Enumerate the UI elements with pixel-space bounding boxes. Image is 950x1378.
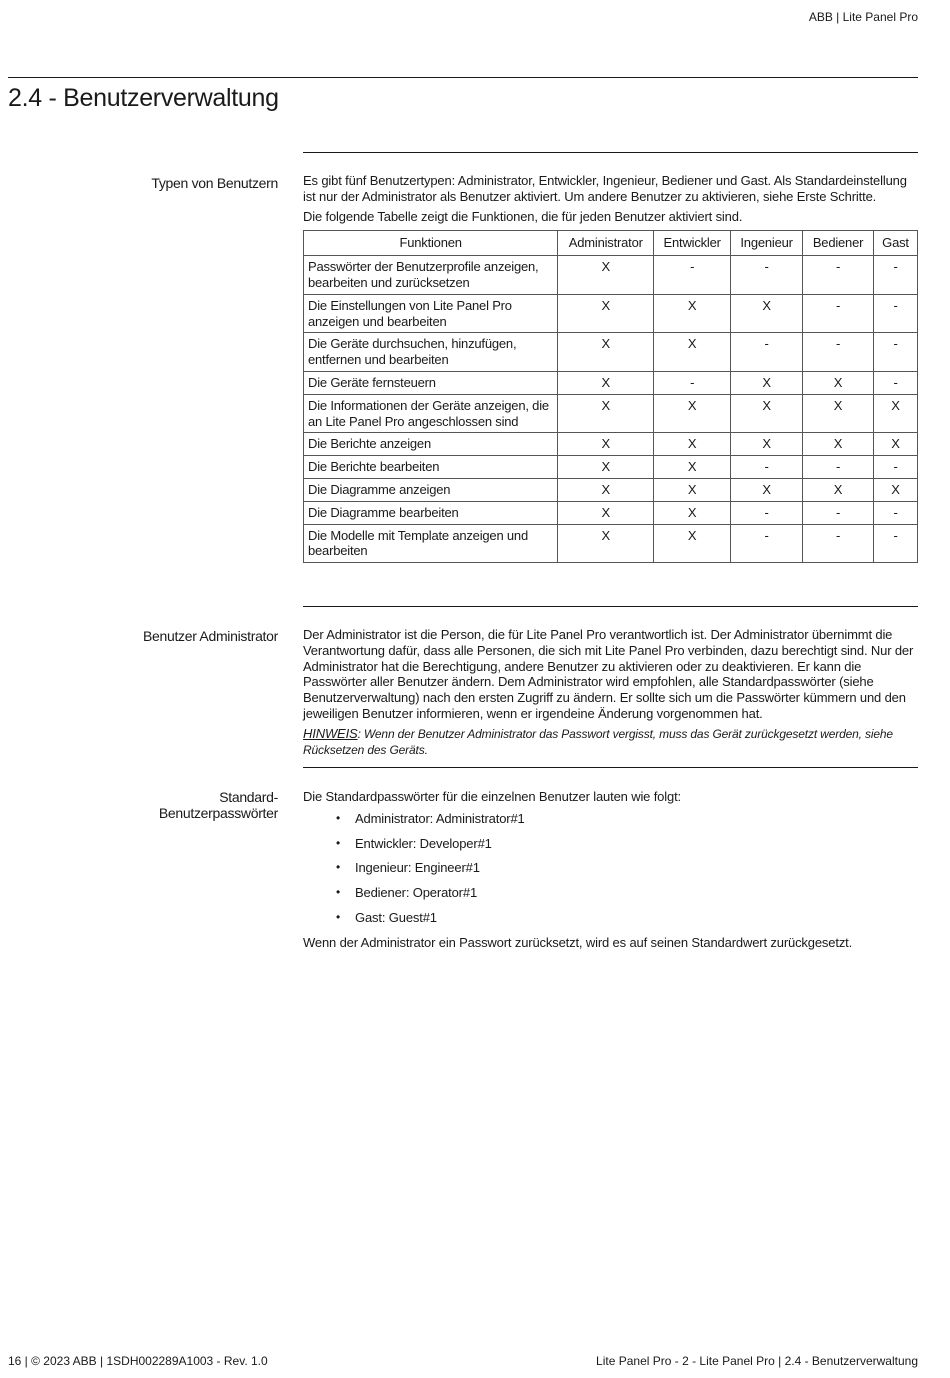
permission-cell: X: [558, 394, 654, 433]
section-divider: [303, 606, 918, 607]
function-cell: Passwörter der Benutzerprofile anzeigen, bearbeiten und zurücksetzen: [304, 256, 558, 295]
permission-cell: -: [731, 456, 803, 479]
title-divider: [8, 77, 918, 78]
list-item: [303, 885, 918, 901]
permission-cell: X: [558, 501, 654, 524]
table-row: [304, 256, 918, 295]
permission-cell: X: [654, 456, 731, 479]
permission-cell: X: [654, 478, 731, 501]
section-body-user-types: [303, 173, 918, 563]
column-header: Gast: [874, 231, 918, 256]
footer-right: Lite Panel Pro - 2 - Lite Panel Pro | 2.4 - Benutzerverwaltung: [596, 1354, 918, 1368]
label-line: Benutzerpasswörter: [158, 805, 278, 821]
passwords-intro: Die Standardpasswörter für die einzelnen Benutzer lauten wie folgt:: [303, 789, 682, 804]
column-header: Entwickler: [654, 231, 731, 256]
permission-cell: -: [654, 371, 731, 394]
table-row: [304, 394, 918, 433]
permission-cell: X: [803, 371, 874, 394]
list-item-text: Entwickler: Developer#1: [355, 835, 492, 851]
permission-cell: -: [874, 256, 918, 295]
table-row: [304, 371, 918, 394]
function-cell: Die Informationen der Geräte anzeigen, die an Lite Panel Pro angeschlossen sind: [304, 394, 558, 433]
footer-left: 16 | © 2023 ABB | 1SDH002289A1003 - Rev. 1.0: [8, 1354, 268, 1368]
list-item-text: Gast: Guest#1: [355, 909, 437, 925]
note-label: HINWEIS: [303, 725, 358, 741]
permission-cell: X: [731, 371, 803, 394]
user-types-intro: Es gibt fünf Benutzertypen: Administrator, Entwickler, Ingenieur, Bediener und Gast. Als Standardeinstellung ist nur der Administrator als Benutzer aktiviert. Um andere Benutzer zu aktivieren, siehe Erste Schritte.: [303, 173, 907, 204]
function-cell: Die Berichte bearbeiten: [304, 456, 558, 479]
bullet-icon: •: [336, 860, 341, 875]
list-item: [303, 910, 918, 926]
permission-cell: X: [874, 394, 918, 433]
column-header: Ingenieur: [731, 231, 803, 256]
permission-cell: X: [558, 456, 654, 479]
permission-cell: X: [654, 501, 731, 524]
bullet-icon: •: [336, 810, 341, 825]
section-body-default-passwords: [303, 789, 918, 955]
table-intro: Die folgende Tabelle zeigt die Funktionen, die für jeden Benutzer aktiviert sind.: [303, 208, 743, 224]
section-divider: [303, 767, 918, 768]
permission-cell: X: [558, 478, 654, 501]
function-cell: Die Berichte anzeigen: [304, 433, 558, 456]
permission-cell: -: [803, 524, 874, 563]
permission-cell: -: [874, 333, 918, 372]
permissions-table: [303, 230, 918, 563]
permission-cell: X: [731, 433, 803, 456]
table-row: [304, 433, 918, 456]
table-header-row: [304, 231, 918, 256]
permission-cell: X: [558, 524, 654, 563]
list-item-text: Administrator: Administrator#1: [355, 810, 525, 826]
permission-cell: X: [558, 433, 654, 456]
permission-cell: -: [731, 256, 803, 295]
column-header: Funktionen: [304, 231, 558, 256]
permission-cell: -: [803, 256, 874, 295]
permission-cell: -: [654, 256, 731, 295]
section-body-admin: [303, 627, 918, 758]
permission-cell: -: [803, 294, 874, 333]
permission-cell: X: [803, 394, 874, 433]
table-row: [304, 478, 918, 501]
table-row: [304, 501, 918, 524]
list-item-text: Bediener: Operator#1: [355, 885, 478, 901]
page-title: 2.4 - Benutzerverwaltung: [8, 84, 279, 112]
header-brand: ABB | Lite Panel Pro: [808, 10, 918, 24]
permission-cell: X: [654, 394, 731, 433]
function-cell: Die Diagramme anzeigen: [304, 478, 558, 501]
permission-cell: X: [654, 524, 731, 563]
permission-cell: X: [558, 256, 654, 295]
permission-cell: X: [558, 333, 654, 372]
permission-cell: X: [558, 371, 654, 394]
function-cell: Die Einstellungen von Lite Panel Pro anzeigen und bearbeiten: [304, 294, 558, 333]
list-item: [303, 811, 918, 827]
permission-cell: -: [803, 456, 874, 479]
bullet-icon: •: [336, 909, 341, 924]
permission-cell: X: [803, 478, 874, 501]
note: [303, 726, 918, 759]
table-row: [304, 333, 918, 372]
function-cell: Die Modelle mit Template anzeigen und bearbeiten: [304, 524, 558, 563]
permission-cell: -: [874, 294, 918, 333]
list-item: [303, 836, 918, 852]
permission-cell: -: [731, 333, 803, 372]
function-cell: Die Diagramme bearbeiten: [304, 501, 558, 524]
table-row: [304, 456, 918, 479]
permission-cell: -: [874, 524, 918, 563]
permission-cell: -: [731, 524, 803, 563]
permission-cell: -: [803, 333, 874, 372]
bullet-icon: •: [336, 835, 341, 850]
permission-cell: X: [731, 394, 803, 433]
permission-cell: -: [803, 501, 874, 524]
permission-cell: X: [803, 433, 874, 456]
permission-cell: X: [874, 478, 918, 501]
permission-cell: X: [654, 294, 731, 333]
permission-cell: X: [874, 433, 918, 456]
section-label-user-types: Typen von Benutzern: [151, 175, 278, 191]
permission-cell: -: [874, 371, 918, 394]
table-row: [304, 294, 918, 333]
column-header: Administrator: [558, 231, 654, 256]
permission-cell: -: [874, 501, 918, 524]
function-cell: Die Geräte fernsteuern: [304, 371, 558, 394]
permission-cell: X: [654, 333, 731, 372]
section-divider: [303, 152, 918, 153]
passwords-outro: Wenn der Administrator ein Passwort zurücksetzt, wird es auf seinen Standardwert zurückgesetzt.: [303, 934, 853, 950]
permission-cell: -: [874, 456, 918, 479]
function-cell: Die Geräte durchsuchen, hinzufügen, entfernen und bearbeiten: [304, 333, 558, 372]
passwords-list: [303, 811, 918, 926]
column-header: Bediener: [803, 231, 874, 256]
table-row: [304, 524, 918, 563]
section-label-admin: Benutzer Administrator: [142, 628, 278, 644]
list-item: [303, 860, 918, 876]
bullet-icon: •: [336, 885, 341, 900]
permission-cell: -: [731, 501, 803, 524]
label-line: Standard-: [219, 789, 278, 805]
section-label-default-passwords: [48, 789, 278, 821]
admin-description: Der Administrator ist die Person, die für Lite Panel Pro verantwortlich ist. Der Administrator übernimmt die Verantwortung dafür, dass alle Personen, die sich mit Lite Panel Pro verbinden, dazu berechtigt sind. Nur der Administrator hat die Berechtigung, andere Benutzer zu aktivieren oder zu deaktivieren. Er kann die Passwörter aller Benutzer ändern. Dem Administrator wird empfohlen, alle Standardpasswörter (siehe Benutzerverwaltung) nach den ersten Zugriff zu ändern. Er sollte sich um die Passwörter kümmern und den jeweiligen Benutzer informieren, wenn er irgendeine Änderung vorgenommen hat.: [303, 627, 914, 721]
permission-cell: X: [558, 294, 654, 333]
note-text: : Wenn der Benutzer Administrator das Passwort vergisst, muss das Gerät zurückgesetzt werden, siehe Rücksetzen des Geräts.: [303, 726, 893, 757]
permission-cell: X: [654, 433, 731, 456]
permission-cell: X: [731, 478, 803, 501]
list-item-text: Ingenieur: Engineer#1: [355, 860, 480, 876]
permission-cell: X: [731, 294, 803, 333]
